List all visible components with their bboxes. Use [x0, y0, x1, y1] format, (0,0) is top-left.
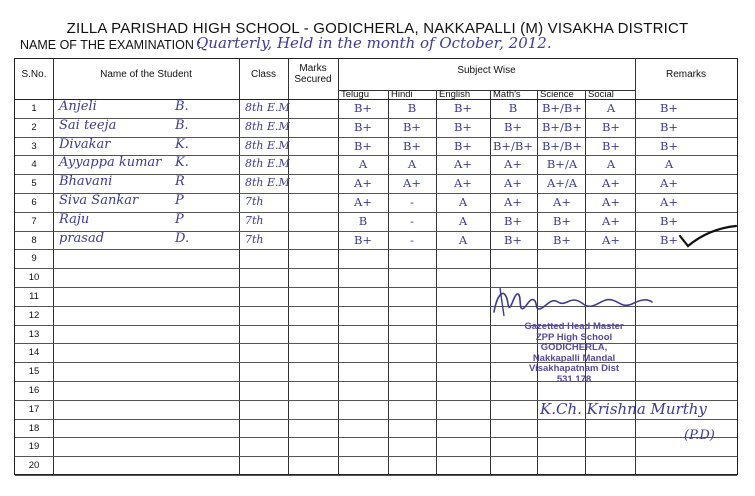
grade-cell: A+: [354, 195, 372, 209]
grade-cell: B: [407, 101, 417, 115]
grade-cell: A+: [454, 157, 472, 172]
remark-cell: B+: [659, 101, 679, 115]
grade-cell: A+/A: [546, 176, 578, 191]
row-sno: 10: [28, 272, 40, 284]
grade-cell: -: [410, 232, 414, 247]
student-name: Sai teeja: [59, 117, 117, 133]
row-divider: [15, 212, 737, 213]
row-sno: 16: [28, 385, 40, 396]
header-name: Name of the Student: [100, 69, 192, 80]
row-divider: [15, 419, 737, 420]
grade-cell: A: [458, 232, 468, 247]
grade-cell: A+: [602, 213, 620, 228]
row-sno: 8: [31, 234, 37, 246]
col-divider: [53, 59, 54, 474]
grade-cell: A+: [602, 176, 620, 191]
grade-cell: B+: [503, 119, 523, 134]
grade-cell: A+: [354, 176, 372, 191]
grade-cell: B+/A: [546, 157, 578, 172]
grade-cell: B+: [601, 138, 621, 153]
row-sno: 1: [31, 103, 37, 114]
row-sno: 4: [31, 159, 37, 171]
grade-cell: B+: [503, 232, 523, 247]
row-sno: 7: [31, 215, 37, 227]
school-title: ZILLA PARISHAD HIGH SCHOOL - GODICHERLA, NAKKAPALLI (M) VISAKHA DISTRICT: [66, 20, 689, 37]
row-sno: 2: [31, 121, 37, 133]
row-sno: 19: [28, 441, 40, 453]
grade-cell: B+/B+: [541, 119, 583, 134]
grade-cell: B+: [503, 213, 523, 228]
remark-cell: A: [664, 157, 674, 172]
subject-telugu: Telugu: [341, 89, 369, 100]
student-initial: R: [175, 174, 185, 190]
row-sno: 14: [28, 347, 40, 359]
row-sno: 5: [31, 178, 37, 190]
row-divider: [15, 268, 737, 269]
grade-cell: -: [410, 213, 414, 228]
grade-cell: A: [606, 157, 616, 172]
subject-maths: Math's: [493, 89, 521, 100]
grade-cell: A: [606, 101, 616, 115]
student-name: Divakar: [59, 136, 111, 152]
student-name: Anjeli: [59, 99, 97, 114]
stamp-line: Nakkapalli Mandal: [532, 352, 616, 364]
student-class: 8th E.M: [245, 101, 290, 114]
stamp-line: Gazetted Head Master: [524, 321, 624, 332]
student-name: Bhavani: [59, 174, 113, 190]
grade-cell: B: [358, 213, 368, 228]
row-sno: 12: [28, 309, 40, 321]
grade-cell: B+/B+: [541, 138, 583, 153]
row-sno: 15: [28, 366, 40, 378]
student-initial: P: [175, 193, 184, 208]
student-class: 8th E.M: [245, 157, 290, 171]
head-master-stamp: [506, 322, 642, 385]
header-remarks: Remarks: [665, 69, 706, 80]
stamp-line: ZPP High School: [535, 331, 613, 343]
student-initial: P: [175, 211, 184, 227]
header-subject-wise: Subject Wise: [457, 65, 516, 76]
grade-cell: B+: [402, 138, 422, 153]
remark-cell: A+: [660, 195, 678, 209]
grade-cell: B+: [353, 101, 373, 115]
row-divider: [15, 249, 737, 250]
remark-cell: B+: [659, 119, 679, 134]
grade-cell: B+: [552, 232, 572, 247]
grade-cell: B+: [353, 119, 373, 134]
grade-cell: A: [407, 157, 417, 172]
student-initial: K.: [175, 136, 189, 152]
grade-cell: A+: [602, 195, 620, 209]
student-class: 7th: [245, 232, 264, 246]
row-sno: 13: [28, 328, 40, 340]
stamp-line: GODICHERLA,: [540, 342, 608, 353]
row-sno: 18: [28, 422, 40, 434]
row-divider: [15, 475, 737, 476]
row-divider: [15, 137, 737, 138]
student-class: 8th E.M: [245, 138, 290, 152]
grade-cell: A+: [504, 157, 522, 172]
check-mark-icon: [678, 222, 738, 252]
grade-cell: B+: [453, 119, 473, 134]
subject-social: Social: [588, 89, 614, 100]
grade-cell: B+/B+: [541, 101, 583, 115]
row-sno: 17: [28, 403, 40, 415]
row-sno: 20: [28, 460, 40, 472]
header-sno: S.No.: [21, 69, 47, 80]
grade-cell: B+: [353, 232, 373, 247]
grade-cell: B: [508, 101, 518, 115]
grade-cell: A+: [504, 195, 522, 209]
header-class: Class: [250, 69, 276, 80]
row-divider: [15, 118, 737, 119]
row-divider: [15, 437, 737, 438]
subject-hindi: Hindi: [391, 89, 413, 100]
col-divider: [239, 59, 240, 474]
grade-cell: A: [358, 157, 368, 172]
stamp-line: Visakhapatnam Dist: [528, 363, 620, 374]
header-bottom: [15, 99, 737, 100]
remark-cell: A+: [660, 176, 678, 191]
subject-english: English: [439, 89, 471, 100]
grade-cell: A+: [553, 195, 571, 209]
remark-cell: B+: [659, 138, 679, 153]
student-name: Siva Sankar: [59, 193, 139, 208]
grade-cell: A: [458, 195, 468, 209]
grade-cell: A+: [403, 176, 421, 191]
row-divider: [15, 231, 737, 232]
student-initial: B.: [175, 99, 189, 114]
grade-cell: B+: [453, 101, 473, 115]
grade-cell: -: [410, 195, 414, 209]
row-divider: [15, 174, 737, 175]
student-class: 8th E.M: [245, 119, 290, 133]
student-class: 7th: [245, 195, 264, 208]
grade-cell: A+: [454, 176, 472, 191]
grade-cell: B+/B+: [492, 138, 534, 153]
grade-cell: A+: [602, 232, 620, 247]
head-master-signature: [488, 282, 658, 322]
grade-cell: B+: [353, 138, 373, 153]
grade-cell: B+: [402, 119, 422, 134]
exam-name-handwritten: Quarterly, Held in the month of October, 2012.: [196, 34, 552, 52]
row-sno: 6: [31, 197, 37, 208]
row-sno: 11: [29, 291, 39, 302]
row-sno: 3: [31, 140, 37, 152]
student-initial: K.: [175, 155, 189, 171]
student-initial: B.: [175, 117, 189, 133]
student-name: Ayyappa kumar: [59, 155, 162, 171]
remark-cell: B+: [659, 213, 679, 228]
grade-cell: B+: [453, 138, 473, 153]
student-name: Raju: [59, 211, 90, 227]
signature-title: (P.D): [684, 428, 715, 443]
grade-cell: B+: [552, 213, 572, 228]
student-class: 7th: [245, 213, 264, 227]
exam-label: NAME OF THE EXAMINATION :: [20, 38, 201, 52]
student-name: prasad: [59, 230, 105, 246]
grade-cell: A+: [504, 176, 522, 191]
student-initial: D.: [175, 230, 190, 246]
col-divider: [436, 91, 437, 474]
header-marks: Marks Secured: [294, 63, 332, 85]
student-class: 8th E.M: [245, 176, 290, 190]
stamp-line: 531 178: [556, 373, 592, 385]
remark-cell: B+: [659, 232, 679, 247]
row-divider: [15, 456, 737, 457]
grade-cell: B+: [601, 119, 621, 134]
grade-cell: A: [458, 213, 468, 228]
subject-science: Science: [540, 89, 574, 100]
signature-name: K.Ch. Krishna Murthy: [540, 400, 707, 418]
row-sno: 9: [31, 253, 37, 265]
